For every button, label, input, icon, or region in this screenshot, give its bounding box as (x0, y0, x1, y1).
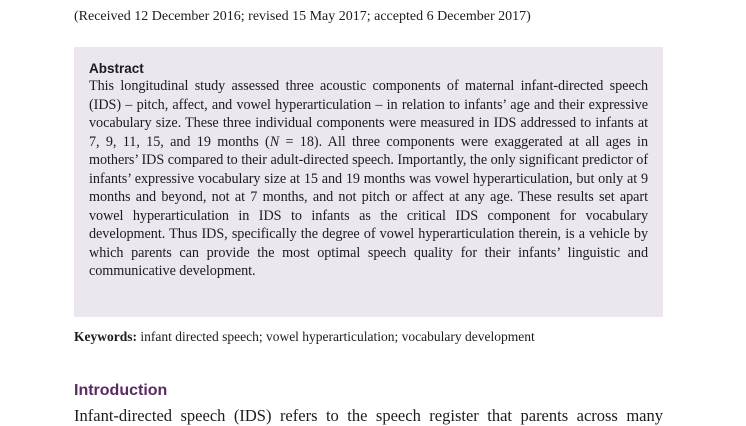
sample-size-value: = 18 (279, 133, 314, 150)
keywords-label: Keywords: (74, 329, 137, 344)
abstract-heading: Abstract (89, 61, 144, 76)
introduction-heading: Introduction (74, 382, 168, 399)
abstract-text (89, 77, 648, 281)
keywords-text: infant directed speech; vowel hyperarticulation; vocabulary development (137, 329, 535, 344)
sample-size-symbol: N (269, 133, 280, 150)
abstract-box (74, 47, 663, 317)
introduction-first-line: Infant-directed speech (IDS) refers to the speech register that parents across many (74, 406, 663, 425)
abstract-text-part2: ). All three components were exaggerated at all ages in mothers’ IDS compared to their adult-directed speech. Importantly, the only significant predictor of infants’ expressive vocabulary size at 15 and 19 months was vowel hyperarticulation, but only at 9 months and beyond, not at 7 months, and not pitch or affect at any age. These results set apart vowel hyperarticulation in IDS to infants as the critical IDS component for vocabulary development. Thus IDS, specifically the degree of vowel hyperarticulation therein, is a vehicle by which parents can provide the most optimal speech quality for their infants’ linguistic and communicative development. (89, 133, 648, 280)
abstract-text-part1: This longitudinal study assessed three acoustic components of maternal infant-directed speech (IDS) – pitch, affect, and vowel hyperarticulation – in relation to infants’ age and their expressive vocabulary size. These three individual components were measured in IDS addressed to infants at 7, 9, 11, 15, and 19 months ( (89, 78, 648, 150)
article-history-dates: (Received 12 December 2016; revised 15 May 2017; accepted 6 December 2017) (74, 9, 531, 24)
keywords (74, 328, 535, 345)
